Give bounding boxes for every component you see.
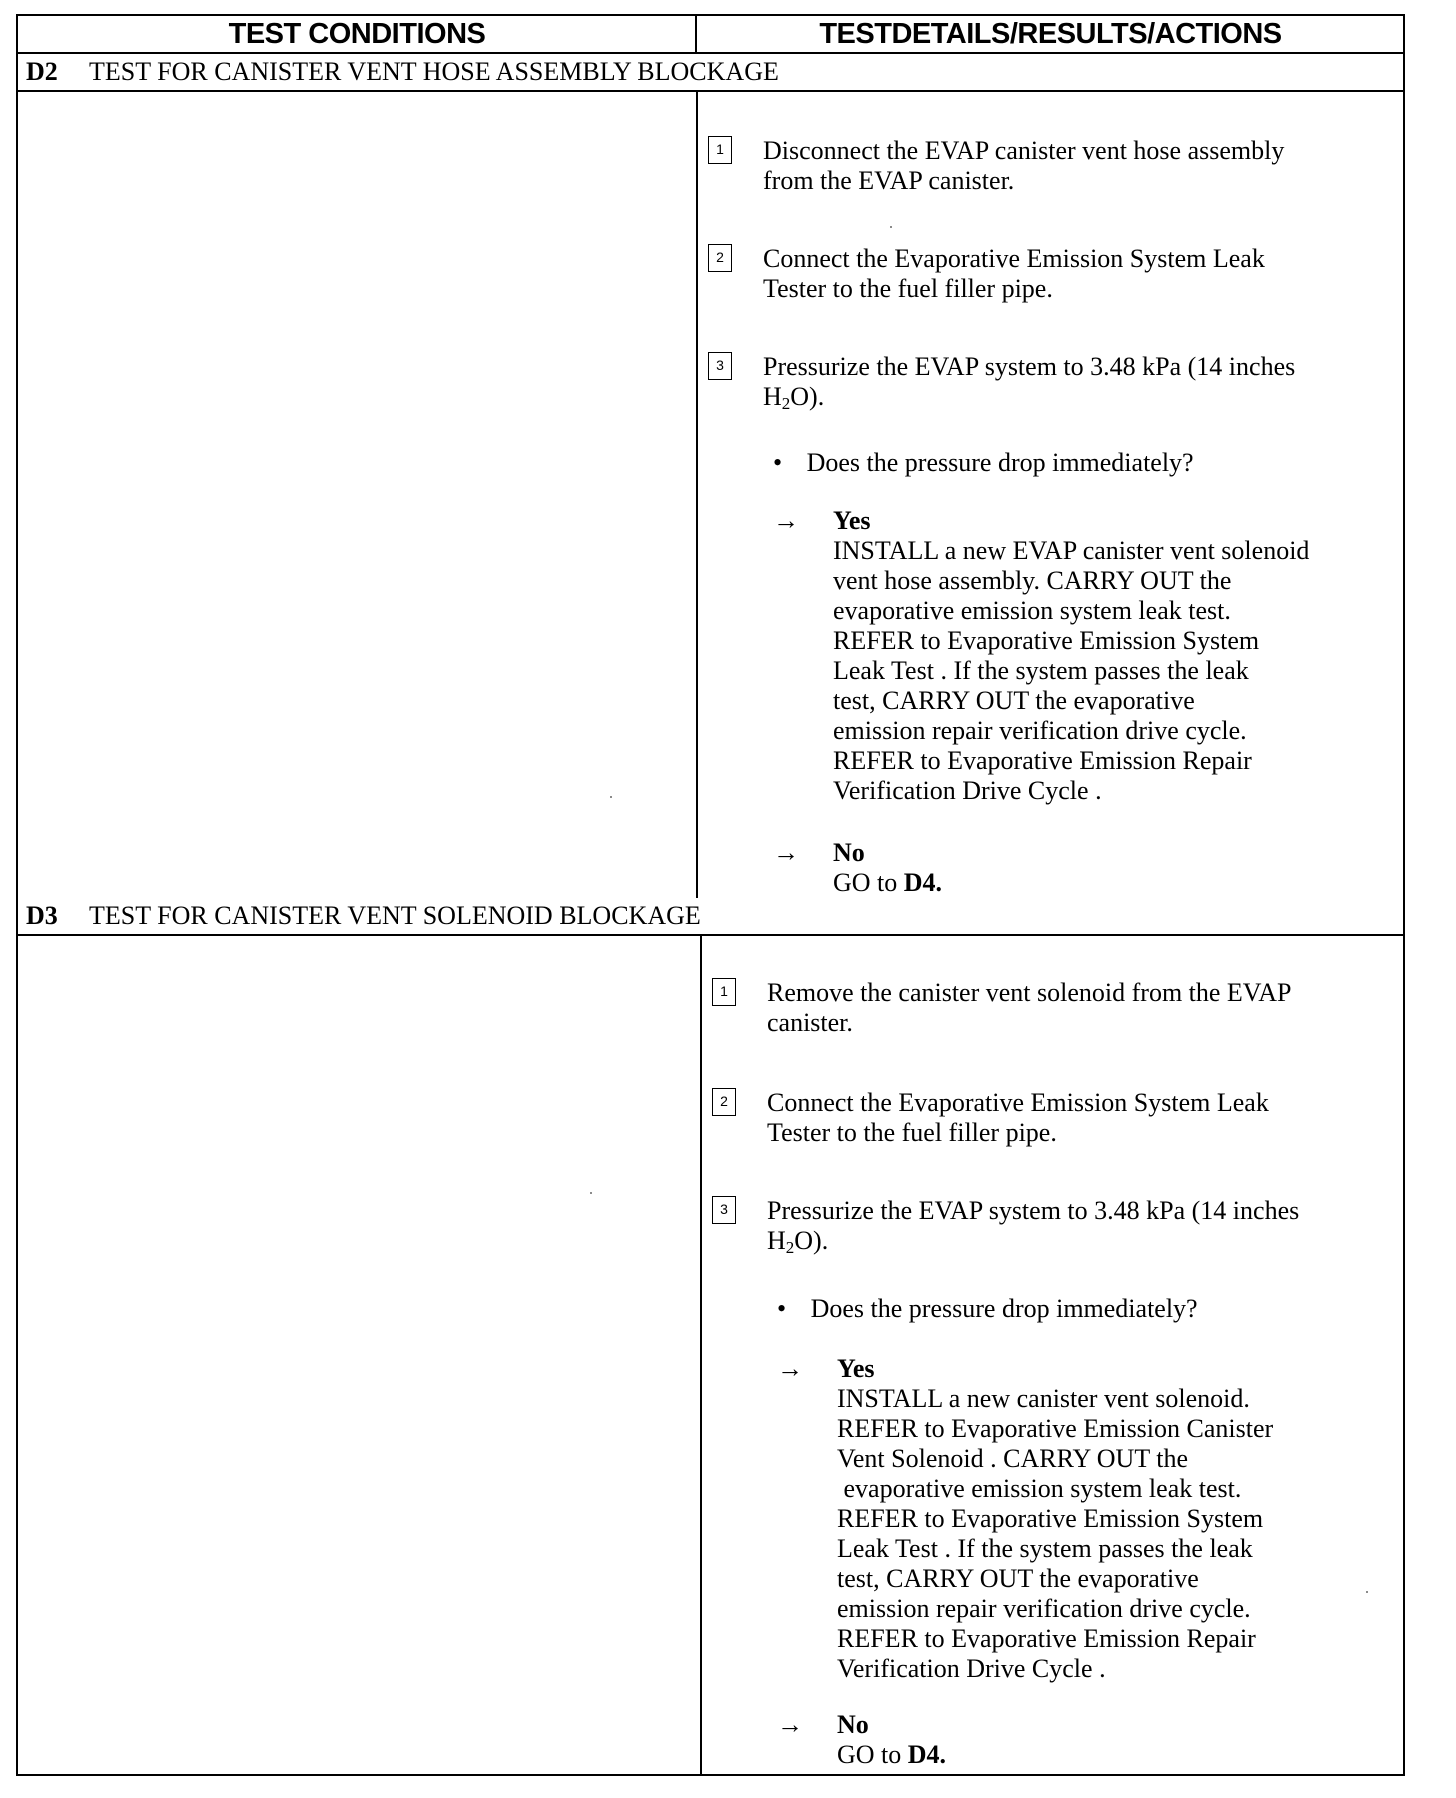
no-label: No: [833, 838, 865, 867]
step-text: [763, 352, 1295, 412]
h2o-h: H: [763, 382, 782, 411]
no-line: [837, 1740, 946, 1770]
header-test-conditions: TEST CONDITIONS: [228, 18, 486, 50]
yes-line: REFER to Evaporative Emission System: [837, 1504, 1264, 1533]
step-number-box: 2: [708, 244, 732, 272]
question-text: Does the pressure drop immediately?: [810, 1294, 1198, 1323]
question-row: [773, 448, 1194, 478]
scan-speck: [610, 796, 612, 798]
scan-speck: [590, 1192, 592, 1194]
yes-line: emission repair verification drive cycle.: [833, 716, 1247, 745]
arrow-right-icon: →: [773, 838, 799, 867]
yes-line: test, CARRY OUT the evaporative: [833, 686, 1195, 715]
step-line: Disconnect the EVAP canister vent hose assembly: [763, 136, 1285, 165]
step-number-box: 3: [712, 1196, 736, 1224]
h2o-o: O).: [794, 1226, 829, 1255]
step-text: [763, 244, 1265, 304]
yes-line: REFER to Evaporative Emission Repair: [833, 746, 1252, 775]
step-text: [767, 978, 1291, 1038]
step-number-box: 3: [708, 352, 732, 380]
yes-line: Leak Test . If the system passes the leak: [833, 656, 1249, 685]
step-text: [767, 1088, 1269, 1148]
step-text: [763, 136, 1284, 196]
scan-speck: [1366, 1591, 1368, 1593]
question-row: [777, 1294, 1198, 1324]
scan-speck: [890, 226, 892, 228]
yes-line: test, CARRY OUT the evaporative: [837, 1564, 1199, 1593]
no-action: GO to: [833, 868, 904, 897]
column-divider: [696, 92, 698, 898]
yes-line: REFER to Evaporative Emission System: [833, 626, 1260, 655]
column-divider: [700, 936, 702, 1776]
step-line: Pressurize the EVAP system to 3.48 kPa (14 inches: [767, 1196, 1300, 1225]
arrow-right-icon: →: [777, 1354, 803, 1383]
yes-line: Verification Drive Cycle .: [833, 776, 1102, 805]
h2o-o: O).: [790, 382, 825, 411]
bullet-icon: •: [777, 1294, 787, 1323]
section-title: TEST FOR CANISTER VENT SOLENOID BLOCKAGE: [89, 901, 701, 930]
section-d2-title-row: [18, 54, 1403, 92]
arrow-right-icon: →: [773, 506, 799, 535]
yes-result: [833, 506, 1309, 806]
h2o-subscript: 2: [785, 1238, 795, 1257]
step-line: Connect the Evaporative Emission System Leak: [763, 244, 1265, 273]
yes-label: Yes: [837, 1354, 875, 1383]
yes-result: [837, 1354, 1273, 1684]
step-line: Pressurize the EVAP system to 3.48 kPa (14 inches: [763, 352, 1296, 381]
no-target: D4.: [907, 1740, 947, 1769]
yes-line: INSTALL a new EVAP canister vent solenoid: [833, 536, 1310, 565]
yes-line: REFER to Evaporative Emission Repair: [837, 1624, 1256, 1653]
step-line: Remove the canister vent solenoid from the EVAP: [767, 978, 1292, 1007]
no-label: No: [837, 1710, 869, 1739]
step-line: Connect the Evaporative Emission System Leak: [767, 1088, 1269, 1117]
yes-line: INSTALL a new canister vent solenoid.: [837, 1384, 1250, 1413]
no-target: D4.: [903, 868, 943, 897]
no-line: [833, 868, 942, 898]
step-number-box: 2: [712, 1088, 736, 1116]
h2o-h: H: [767, 1226, 786, 1255]
question-text: Does the pressure drop immediately?: [806, 448, 1194, 477]
yes-line: vent hose assembly. CARRY OUT the: [833, 566, 1232, 595]
yes-line: Verification Drive Cycle .: [837, 1654, 1106, 1683]
step-line-h2o: [767, 1226, 1299, 1256]
header-test-details: TESTDETAILS/RESULTS/ACTIONS: [819, 18, 1282, 50]
h2o-subscript: 2: [781, 394, 791, 413]
yes-line: evaporative emission system leak test.: [837, 1474, 1242, 1503]
step-text: [767, 1196, 1299, 1256]
diagnostic-table: [16, 14, 1405, 1776]
section-code: D2: [26, 57, 58, 86]
no-result: [833, 838, 942, 898]
yes-line: REFER to Evaporative Emission Canister: [837, 1414, 1274, 1443]
yes-label: Yes: [833, 506, 871, 535]
step-line: canister.: [767, 1008, 853, 1037]
step-line-h2o: [763, 382, 1295, 412]
step-line: from the EVAP canister.: [763, 166, 1015, 195]
step-number-box: 1: [712, 978, 736, 1006]
step-line: Tester to the fuel filler pipe.: [763, 274, 1053, 303]
section-code: D3: [26, 901, 58, 930]
yes-line: evaporative emission system leak test.: [833, 596, 1231, 625]
arrow-right-icon: →: [777, 1710, 803, 1739]
section-d3-title-row: [18, 898, 1403, 936]
no-action: GO to: [837, 1740, 908, 1769]
step-line: Tester to the fuel filler pipe.: [767, 1118, 1057, 1147]
table-header: [18, 16, 1403, 54]
yes-line: Leak Test . If the system passes the leak: [837, 1534, 1253, 1563]
section-title: TEST FOR CANISTER VENT HOSE ASSEMBLY BLOCKAGE: [89, 57, 779, 86]
yes-line: emission repair verification drive cycle.: [837, 1594, 1251, 1623]
bullet-icon: •: [773, 448, 783, 477]
step-number-box: 1: [708, 136, 732, 164]
yes-line: Vent Solenoid . CARRY OUT the: [837, 1444, 1189, 1473]
no-result: [837, 1710, 946, 1770]
